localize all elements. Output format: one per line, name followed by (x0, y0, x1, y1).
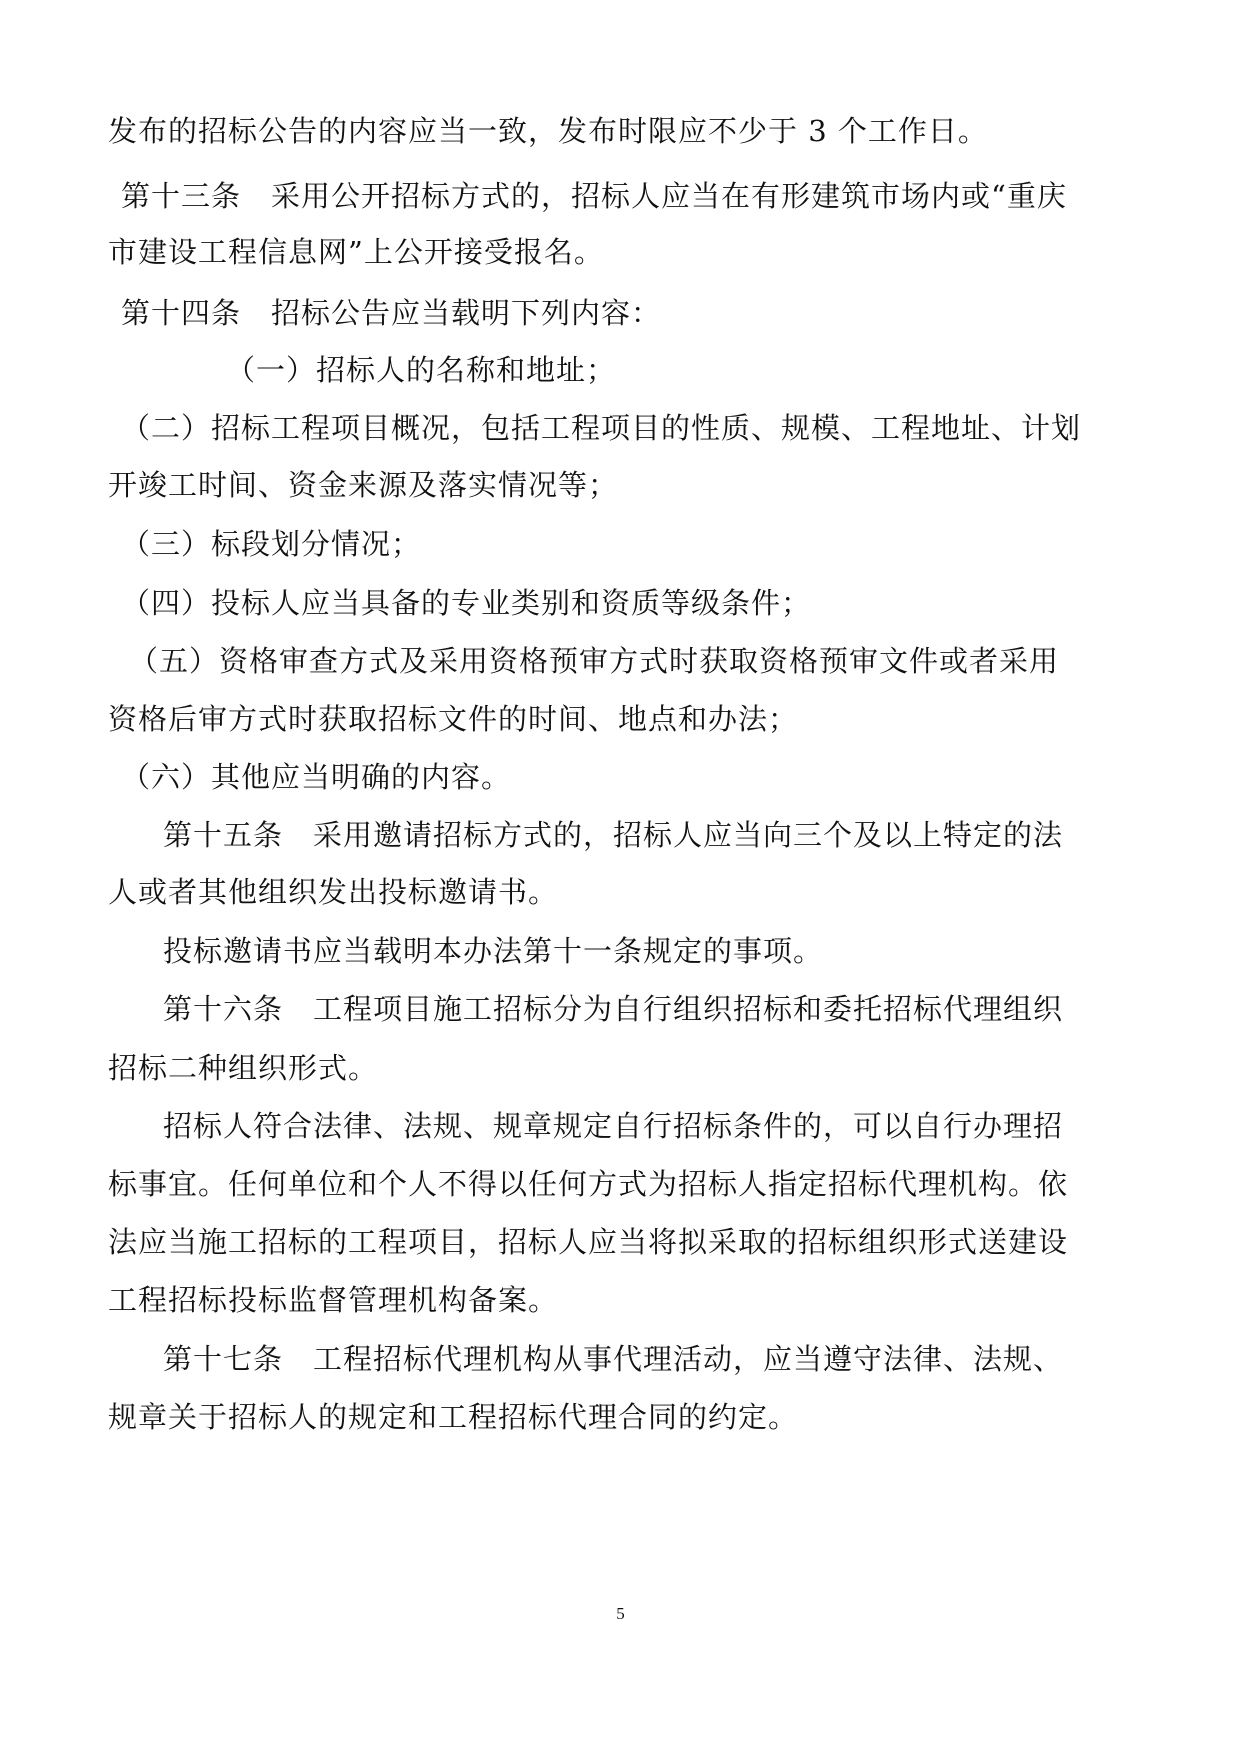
list-item-2: （二）招标工程项目概况，包括工程项目的性质、规模、工程地址、计划 (121, 411, 1082, 445)
article-15-heading-line: 第十五条 采用邀请招标方式的，招标人应当向三个及以上特定的法 (163, 818, 1064, 852)
article-17-heading-line: 第十七条 工程招标代理机构从事代理活动，应当遵守法律、法规、 (163, 1342, 1064, 1376)
page-number: 5 (616, 1604, 625, 1623)
text-line: 资格后审方式时获取招标文件的时间、地点和办法； (108, 702, 799, 736)
article-14-heading-line: 第十四条 招标公告应当载明下列内容： (121, 296, 662, 330)
text-line: 市建设工程信息网”上公开接受报名。 (108, 235, 604, 269)
text-line: 工程招标投标监督管理机构备案。 (108, 1283, 559, 1317)
text-line: 人或者其他组织发出投标邀请书。 (108, 875, 559, 909)
text-line: 规章关于招标人的规定和工程招标代理合同的约定。 (108, 1400, 799, 1434)
list-item-1: （一）招标人的名称和地址； (226, 353, 617, 387)
article-16-heading-line: 第十六条 工程项目施工招标分为自行组织招标和委托招标代理组织 (163, 992, 1064, 1026)
text-line: 招标人符合法律、法规、规章规定自行招标条件的，可以自行办理招 (163, 1109, 1064, 1143)
text-line: 招标二种组织形式。 (108, 1051, 379, 1085)
list-item-3: （三）标段划分情况； (121, 527, 422, 561)
text-line: 开竣工时间、资金来源及落实情况等； (108, 468, 619, 502)
text-line: 发布的招标公告的内容应当一致，发布时限应不少于 3 个工作日。 (108, 114, 988, 148)
text-line: 法应当施工招标的工程项目，招标人应当将拟采取的招标组织形式送建设 (108, 1225, 1069, 1259)
list-item-6: （六）其他应当明确的内容。 (121, 760, 512, 794)
list-item-4: （四）投标人应当具备的专业类别和资质等级条件； (121, 586, 812, 620)
text-line: 投标邀请书应当载明本办法第十一条规定的事项。 (163, 934, 824, 968)
article-13-heading-line: 第十三条 采用公开招标方式的，招标人应当在有形建筑市场内或“重庆 (121, 179, 1067, 213)
list-item-5: （五）资格审查方式及采用资格预审方式时获取资格预审文件或者采用 (129, 644, 1060, 678)
text-line: 标事宜。任何单位和个人不得以任何方式为招标人指定招标代理机构。依 (108, 1167, 1069, 1201)
